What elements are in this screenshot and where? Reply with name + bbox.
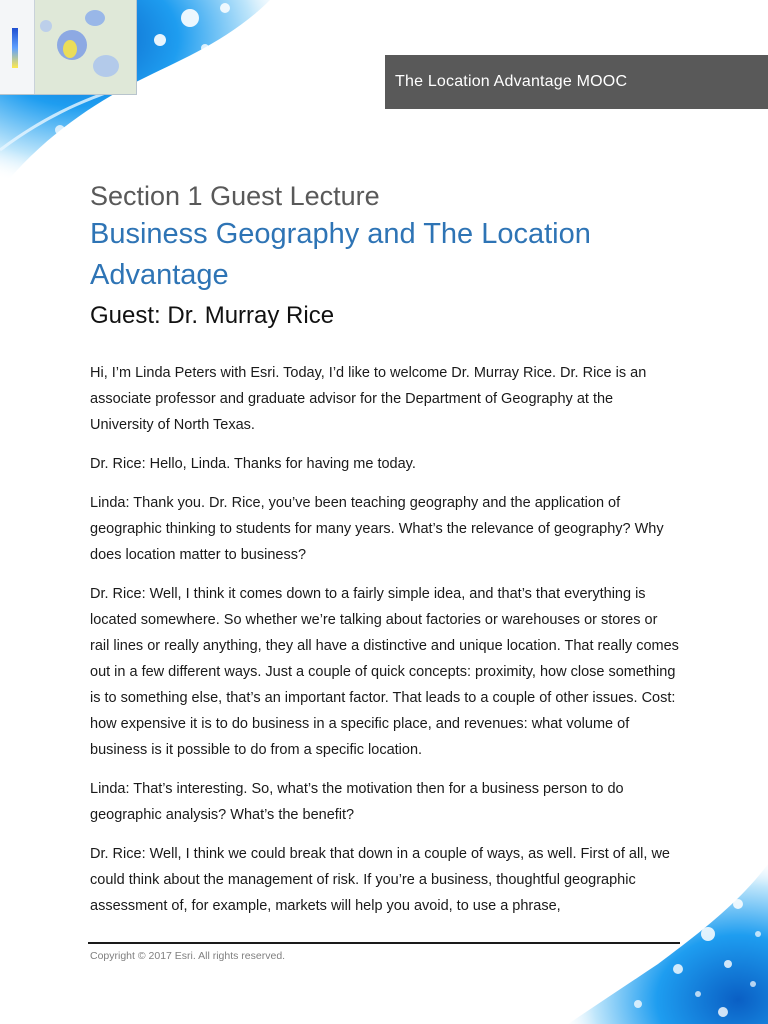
course-title: The Location Advantage MOOC: [395, 73, 628, 90]
course-header-bar: [385, 55, 768, 109]
document-content: [90, 178, 680, 932]
section-heading: Section 1 Guest Lecture: [90, 181, 380, 211]
paragraph: Hi, I’m Linda Peters with Esri. Today, I’d like to welcome Dr. Murray Rice. Dr. Rice is an associate professor and graduate advisor for the Department of Geography at the University of North Texas.: [90, 365, 647, 433]
copyright-notice: Copyright © 2017 Esri. All rights reserved.: [90, 950, 286, 962]
map-legend: [12, 28, 18, 68]
document-title: Business Geography and The Location Advantage: [90, 218, 591, 291]
map-thumbnail: [0, 0, 137, 95]
paragraph: Linda: That’s interesting. So, what’s the motivation then for a business person to do geographic analysis? What’s the benefit?: [90, 781, 624, 823]
footer-divider: [88, 942, 680, 944]
top-decoration: [0, 0, 330, 200]
paragraph: Dr. Rice: Well, I think we could break that down in a couple of ways, as well. First of all, we could think about the management of risk. If you’re a business, thoughtful geographic assessment of, for example, markets will help you avoid, to use a phrase,: [90, 846, 670, 914]
paragraph: Dr. Rice: Well, I think it comes down to a fairly simple idea, and that’s that everything is located somewhere. So whether we’re talking about factories or warehouses or stores or rail lines or really anything, they all have a distinctive and unique location. That really comes out in a few different ways. Just a couple of quick concepts: proximity, how close something is to something else, that’s an important factor. That leads to a couple of other issues. Cost: how expensive it is to do business in a specific place, and revenues: what volume of business is it possible to do from a specific location.: [90, 586, 679, 758]
paragraph: Dr. Rice: Hello, Linda. Thanks for having me today.: [90, 456, 416, 472]
guest-name: Guest: Dr. Murray Rice: [90, 302, 335, 329]
paragraph: Linda: Thank you. Dr. Rice, you’ve been teaching geography and the application of geographic thinking to students for many years. What’s the relevance of geography? Why does location matter to business?: [90, 495, 664, 563]
map-area: [35, 0, 136, 94]
transcript-body: [90, 360, 680, 919]
